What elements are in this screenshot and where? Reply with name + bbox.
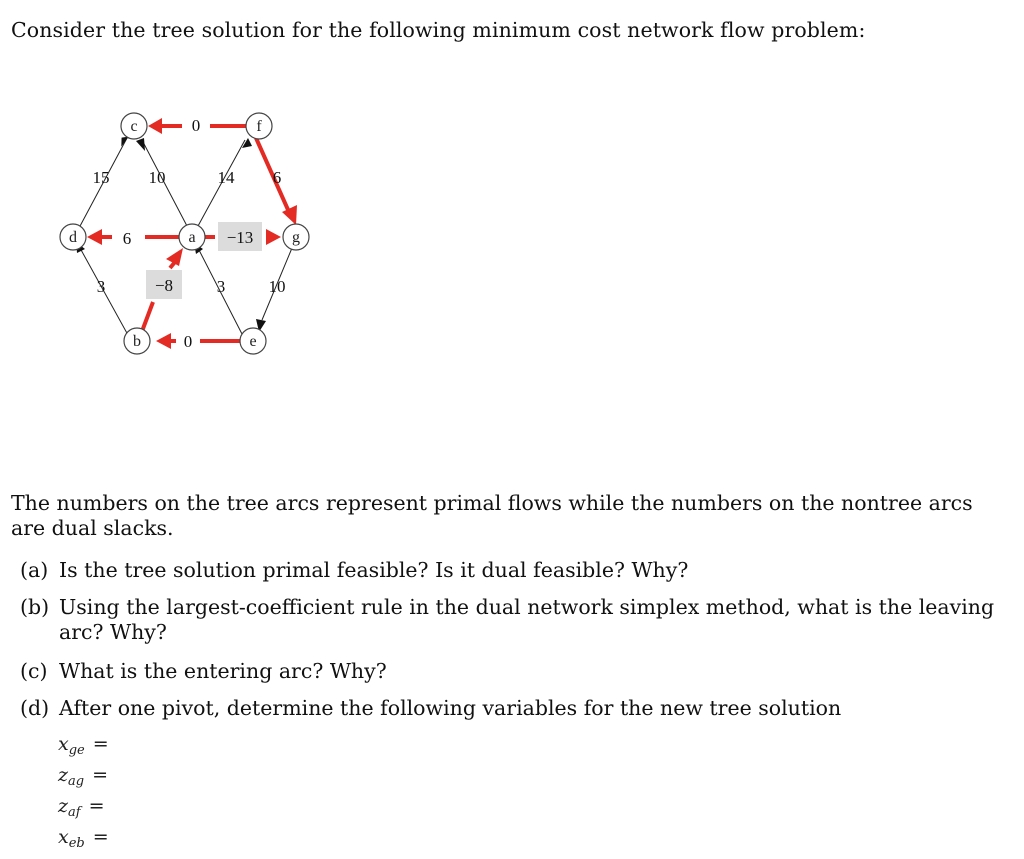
question-a-text: Is the tree solution primal feasible? Is it dual feasible? Why? — [59, 558, 689, 582]
variable-x-eb-sub: eb — [68, 836, 85, 851]
variable-z-ag — [58, 764, 108, 789]
node-b — [124, 328, 150, 354]
arrowhead-g-from-f — [282, 205, 297, 225]
node-f — [246, 113, 272, 139]
label-arc-a-g: −13 — [226, 228, 254, 247]
arrowhead-a-from-b — [166, 248, 183, 266]
node-e — [240, 328, 266, 354]
arrowhead-c-from-f — [148, 118, 162, 134]
variable-z-af-symbol: z — [58, 795, 69, 817]
question-b-text: Using the largest-coefficient rule in the dual network simplex method, what is the leaving arc? Why? — [59, 595, 995, 644]
node-g-label: g — [292, 229, 300, 246]
label-arc-a-d: 6 — [122, 229, 132, 248]
question-a — [20, 558, 1010, 583]
question-b-label: (b) — [20, 595, 50, 619]
label-arc-b-d: 3 — [96, 277, 106, 296]
variable-z-af — [58, 795, 105, 820]
node-c-label: c — [130, 118, 138, 135]
variable-z-ag-sub: ag — [68, 774, 85, 789]
question-d — [20, 696, 1010, 721]
variable-z-ag-symbol: z — [58, 764, 69, 786]
arrowhead-c-from-a — [136, 138, 145, 151]
node-d-label: d — [69, 229, 77, 246]
variable-z-af-eq: = — [88, 795, 105, 817]
question-c-text: What is the entering arc? Why? — [59, 659, 387, 683]
arrowhead-g-from-a — [266, 229, 281, 245]
question-c-label: (c) — [20, 659, 48, 683]
variable-x-ge-sub: ge — [68, 743, 85, 758]
diagram-description: The numbers on the tree arcs represent primal flows while the numbers on the nontree arcs are dual slacks. — [11, 491, 973, 540]
variable-x-ge-symbol: x — [58, 733, 69, 755]
variable-x-eb-symbol: x — [58, 826, 69, 848]
node-a — [179, 224, 205, 250]
arrowhead-b-from-e — [156, 333, 171, 349]
variable-x-eb — [58, 826, 109, 851]
question-a-label: (a) — [20, 558, 49, 582]
question-c — [20, 659, 1010, 684]
arrowhead-d-from-a — [87, 229, 102, 245]
label-arc-b-a: −8 — [154, 276, 174, 295]
node-d — [60, 224, 86, 250]
question-d-text: After one pivot, determine the following variables for the new tree solution — [59, 696, 842, 720]
label-arc-a-c: 10 — [148, 168, 166, 187]
node-e-label: e — [249, 333, 257, 350]
label-arc-f-c: 0 — [191, 116, 201, 135]
label-arc-d-c: 15 — [92, 168, 110, 187]
node-f-label: f — [256, 118, 262, 135]
node-c — [121, 113, 147, 139]
node-b-label: b — [133, 333, 141, 350]
label-arc-e-b: 0 — [183, 332, 193, 351]
problem-intro: Consider the tree solution for the following minimum cost network flow problem: — [11, 18, 866, 42]
label-arc-a-f: 14 — [217, 168, 235, 187]
variable-z-af-sub: af — [68, 805, 81, 820]
label-arc-e-a: 3 — [216, 277, 226, 296]
variable-x-ge — [58, 733, 109, 758]
label-arc-g-e: 10 — [268, 277, 286, 296]
node-g — [283, 224, 309, 250]
question-d-label: (d) — [20, 696, 50, 720]
node-a-label: a — [188, 229, 196, 246]
label-arc-f-g: 6 — [272, 168, 282, 187]
variable-x-ge-eq: = — [92, 733, 109, 755]
variable-x-eb-eq: = — [92, 826, 109, 848]
variable-z-ag-eq: = — [92, 764, 109, 786]
question-b — [20, 595, 1010, 645]
